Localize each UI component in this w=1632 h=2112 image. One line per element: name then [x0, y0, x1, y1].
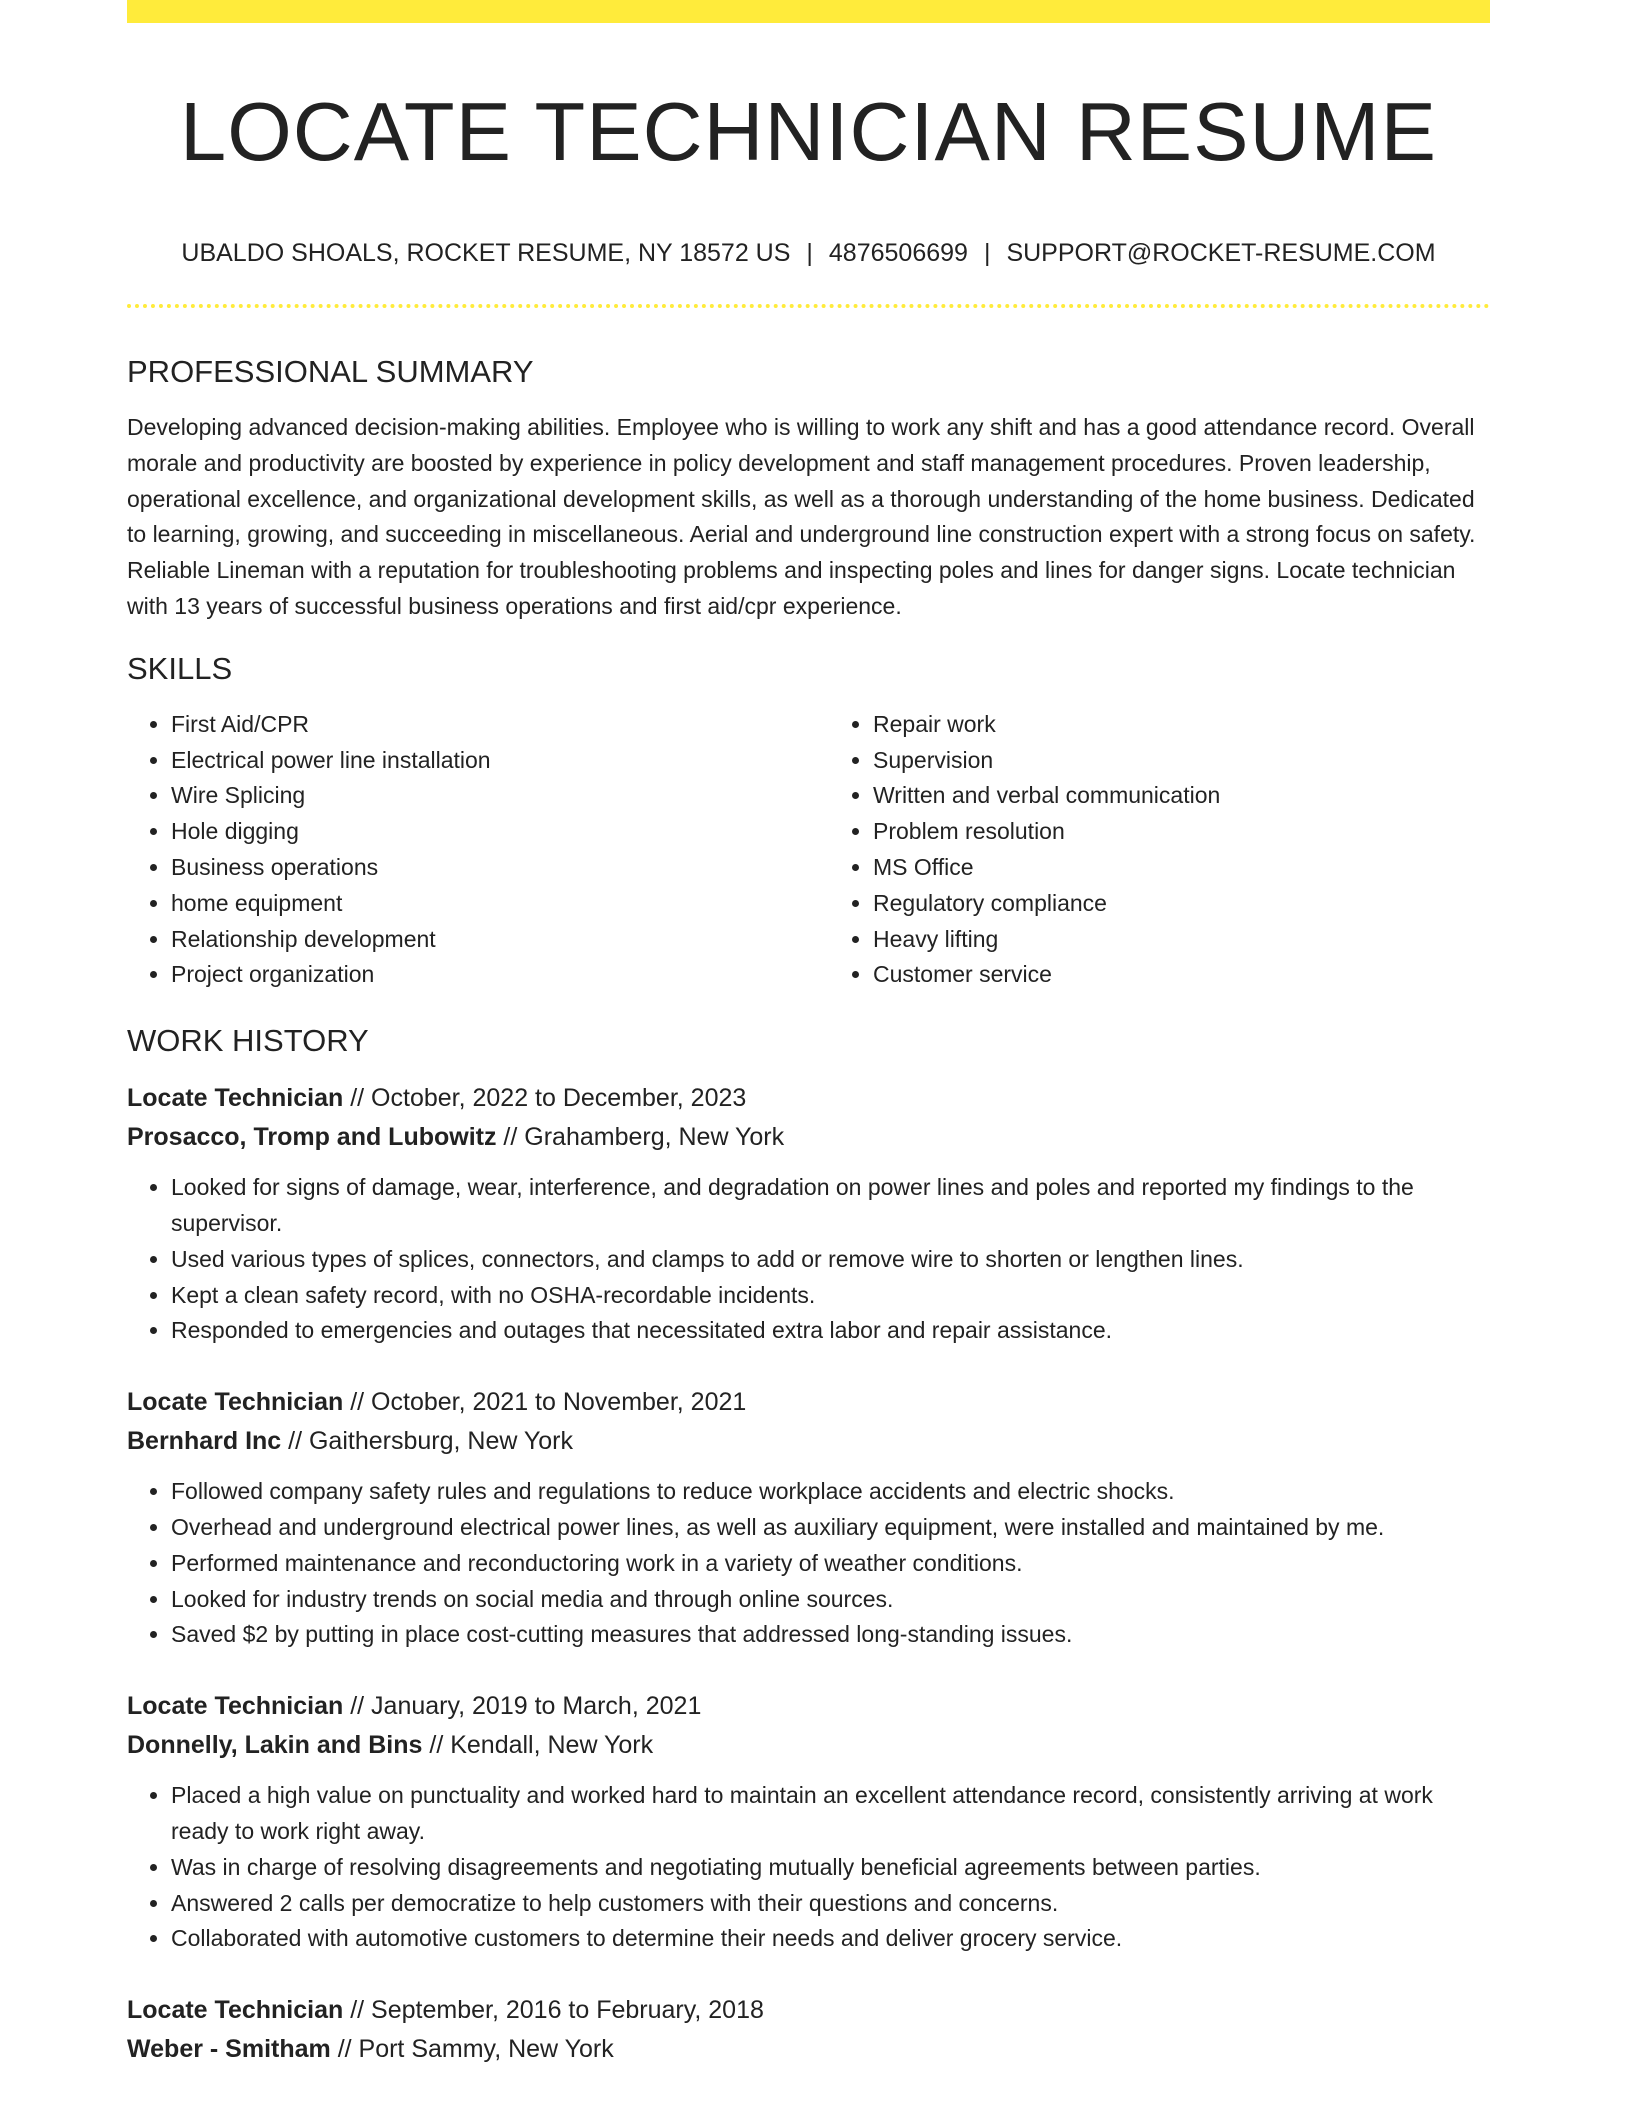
contact-address: UBALDO SHOALS, ROCKET RESUME, NY 18572 US — [181, 239, 791, 267]
job-company-line — [127, 1422, 1490, 1461]
job-bullet: • Followed company safety rules and regulations to reduce workplace accidents and electric shocks. — [171, 1474, 1490, 1510]
skill-item: • Project organization — [171, 957, 788, 993]
work-history-section — [127, 1019, 1490, 2069]
job-bullets — [127, 1474, 1490, 1653]
skill-item: • Hole digging — [171, 814, 788, 850]
skills-list-left — [127, 707, 788, 993]
job-bullet: • Overhead and underground electrical power lines, as well as auxiliary equipment, were installed and maintained by me. — [171, 1510, 1490, 1546]
job-entry — [127, 1991, 1490, 2069]
job-company-line — [127, 2030, 1490, 2069]
job-title: Locate Technician — [127, 1388, 344, 1417]
job-dates: // October, 2021 to November, 2021 — [343, 1388, 747, 1417]
job-company-line — [127, 1726, 1490, 1765]
skills-section — [127, 647, 1490, 993]
job-title: Locate Technician — [127, 1084, 344, 1113]
skill-item: • Supervision — [873, 743, 1490, 779]
job-company: Donnelly, Lakin and Bins — [127, 1731, 423, 1760]
job-title-line — [127, 1079, 1490, 1118]
summary-text: Developing advanced decision-making abilities. Employee who is willing to work any shift and has a good attendance record. Overall morale and productivity are boosted by experience in policy development and staff management procedures. Proven leadership, operational excellence, and organizational development skills, as well as a thorough understanding of the home business. Dedicated to learning, growing, and succeeding in miscellaneous. Aerial and underground line construction expert with a strong focus on safety. Reliable Lineman with a reputation for troubleshooting problems and inspecting poles and lines for danger signs. Locate technician with 13 years of successful business operations and first aid/cpr experience. — [127, 414, 1476, 619]
skill-item: • Problem resolution — [873, 814, 1490, 850]
job-title-line — [127, 1687, 1490, 1726]
header-divider — [127, 304, 1490, 308]
job-company: Prosacco, Tromp and Lubowitz — [127, 1123, 497, 1152]
skill-item: • First Aid/CPR — [171, 707, 788, 743]
contact-separator: | — [983, 239, 991, 267]
skill-item: • home equipment — [171, 886, 788, 922]
job-bullet: • Answered 2 calls per democratize to help customers with their questions and concerns. — [171, 1886, 1490, 1922]
skill-item: • MS Office — [873, 850, 1490, 886]
job-bullet: • Saved $2 by putting in place cost-cutting measures that addressed long-standing issues. — [171, 1617, 1490, 1653]
job-bullet: • Was in charge of resolving disagreements and negotiating mutually beneficial agreements between parties. — [171, 1850, 1490, 1886]
summary-heading: PROFESSIONAL SUMMARY — [127, 354, 534, 389]
resume-content — [127, 350, 1490, 2069]
job-entry — [127, 1687, 1490, 1957]
skills-columns — [127, 707, 1490, 993]
job-dates: // October, 2022 to December, 2023 — [343, 1084, 747, 1113]
job-company: Bernhard Inc — [127, 1427, 282, 1456]
skill-item: • Customer service — [873, 957, 1490, 993]
job-location: // Port Sammy, New York — [330, 2035, 614, 2064]
job-bullet: • Placed a high value on punctuality and worked hard to maintain an excellent attendance record, consistently arriving at work ready to work right away. — [171, 1778, 1490, 1850]
job-company: Weber - Smitham — [127, 2035, 331, 2064]
contact-line — [127, 236, 1490, 270]
job-company-line — [127, 1118, 1490, 1157]
job-bullets — [127, 1778, 1490, 1957]
job-bullet: • Collaborated with automotive customers to determine their needs and deliver grocery service. — [171, 1921, 1490, 1957]
job-bullet: • Looked for signs of damage, wear, interference, and degradation on power lines and poles and reported my findings to the supervisor. — [171, 1170, 1490, 1242]
job-bullet: • Kept a clean safety record, with no OSHA-recordable incidents. — [171, 1278, 1490, 1314]
contact-email[interactable]: SUPPORT@ROCKET-RESUME.COM — [1006, 239, 1436, 267]
skills-heading: SKILLS — [127, 650, 233, 686]
job-entry — [127, 1383, 1490, 1653]
job-bullet: • Used various types of splices, connectors, and clamps to add or remove wire to shorten or lengthen lines. — [171, 1242, 1490, 1278]
skills-list-right — [829, 707, 1490, 993]
top-accent-bar — [127, 0, 1490, 23]
skill-item: • Relationship development — [171, 922, 788, 958]
job-bullets — [127, 1170, 1490, 1349]
job-title-line — [127, 1383, 1490, 1422]
contact-separator: | — [806, 239, 813, 267]
summary-section — [127, 350, 1490, 625]
job-bullet: • Looked for industry trends on social media and through online sources. — [171, 1582, 1490, 1618]
job-dates: // January, 2019 to March, 2021 — [343, 1692, 702, 1721]
skill-item: • Business operations — [171, 850, 788, 886]
skill-item: • Wire Splicing — [171, 778, 788, 814]
job-location: // Kendall, New York — [422, 1731, 654, 1760]
job-bullet: • Responded to emergencies and outages that necessitated extra labor and repair assistance. — [171, 1313, 1490, 1349]
job-title-line — [127, 1991, 1490, 2030]
contact-phone: 4876506699 — [828, 239, 968, 267]
skill-item: • Regulatory compliance — [873, 886, 1490, 922]
skill-item: • Repair work — [873, 707, 1490, 743]
skill-item: • Written and verbal communication — [873, 778, 1490, 814]
resume-title: LOCATE TECHNICIAN RESUME — [180, 85, 1437, 178]
job-title: Locate Technician — [127, 1996, 344, 2025]
job-dates: // September, 2016 to February, 2018 — [343, 1996, 764, 2025]
job-entry — [127, 1079, 1490, 1349]
job-bullet: • Performed maintenance and reconductoring work in a variety of weather conditions. — [171, 1546, 1490, 1582]
work-history-heading: WORK HISTORY — [127, 1023, 369, 1059]
skill-item: • Heavy lifting — [873, 922, 1490, 958]
job-title: Locate Technician — [127, 1692, 344, 1721]
job-location: // Gaithersburg, New York — [281, 1427, 574, 1456]
skill-item: • Electrical power line installation — [171, 743, 788, 779]
job-location: // Grahamberg, New York — [496, 1123, 785, 1152]
